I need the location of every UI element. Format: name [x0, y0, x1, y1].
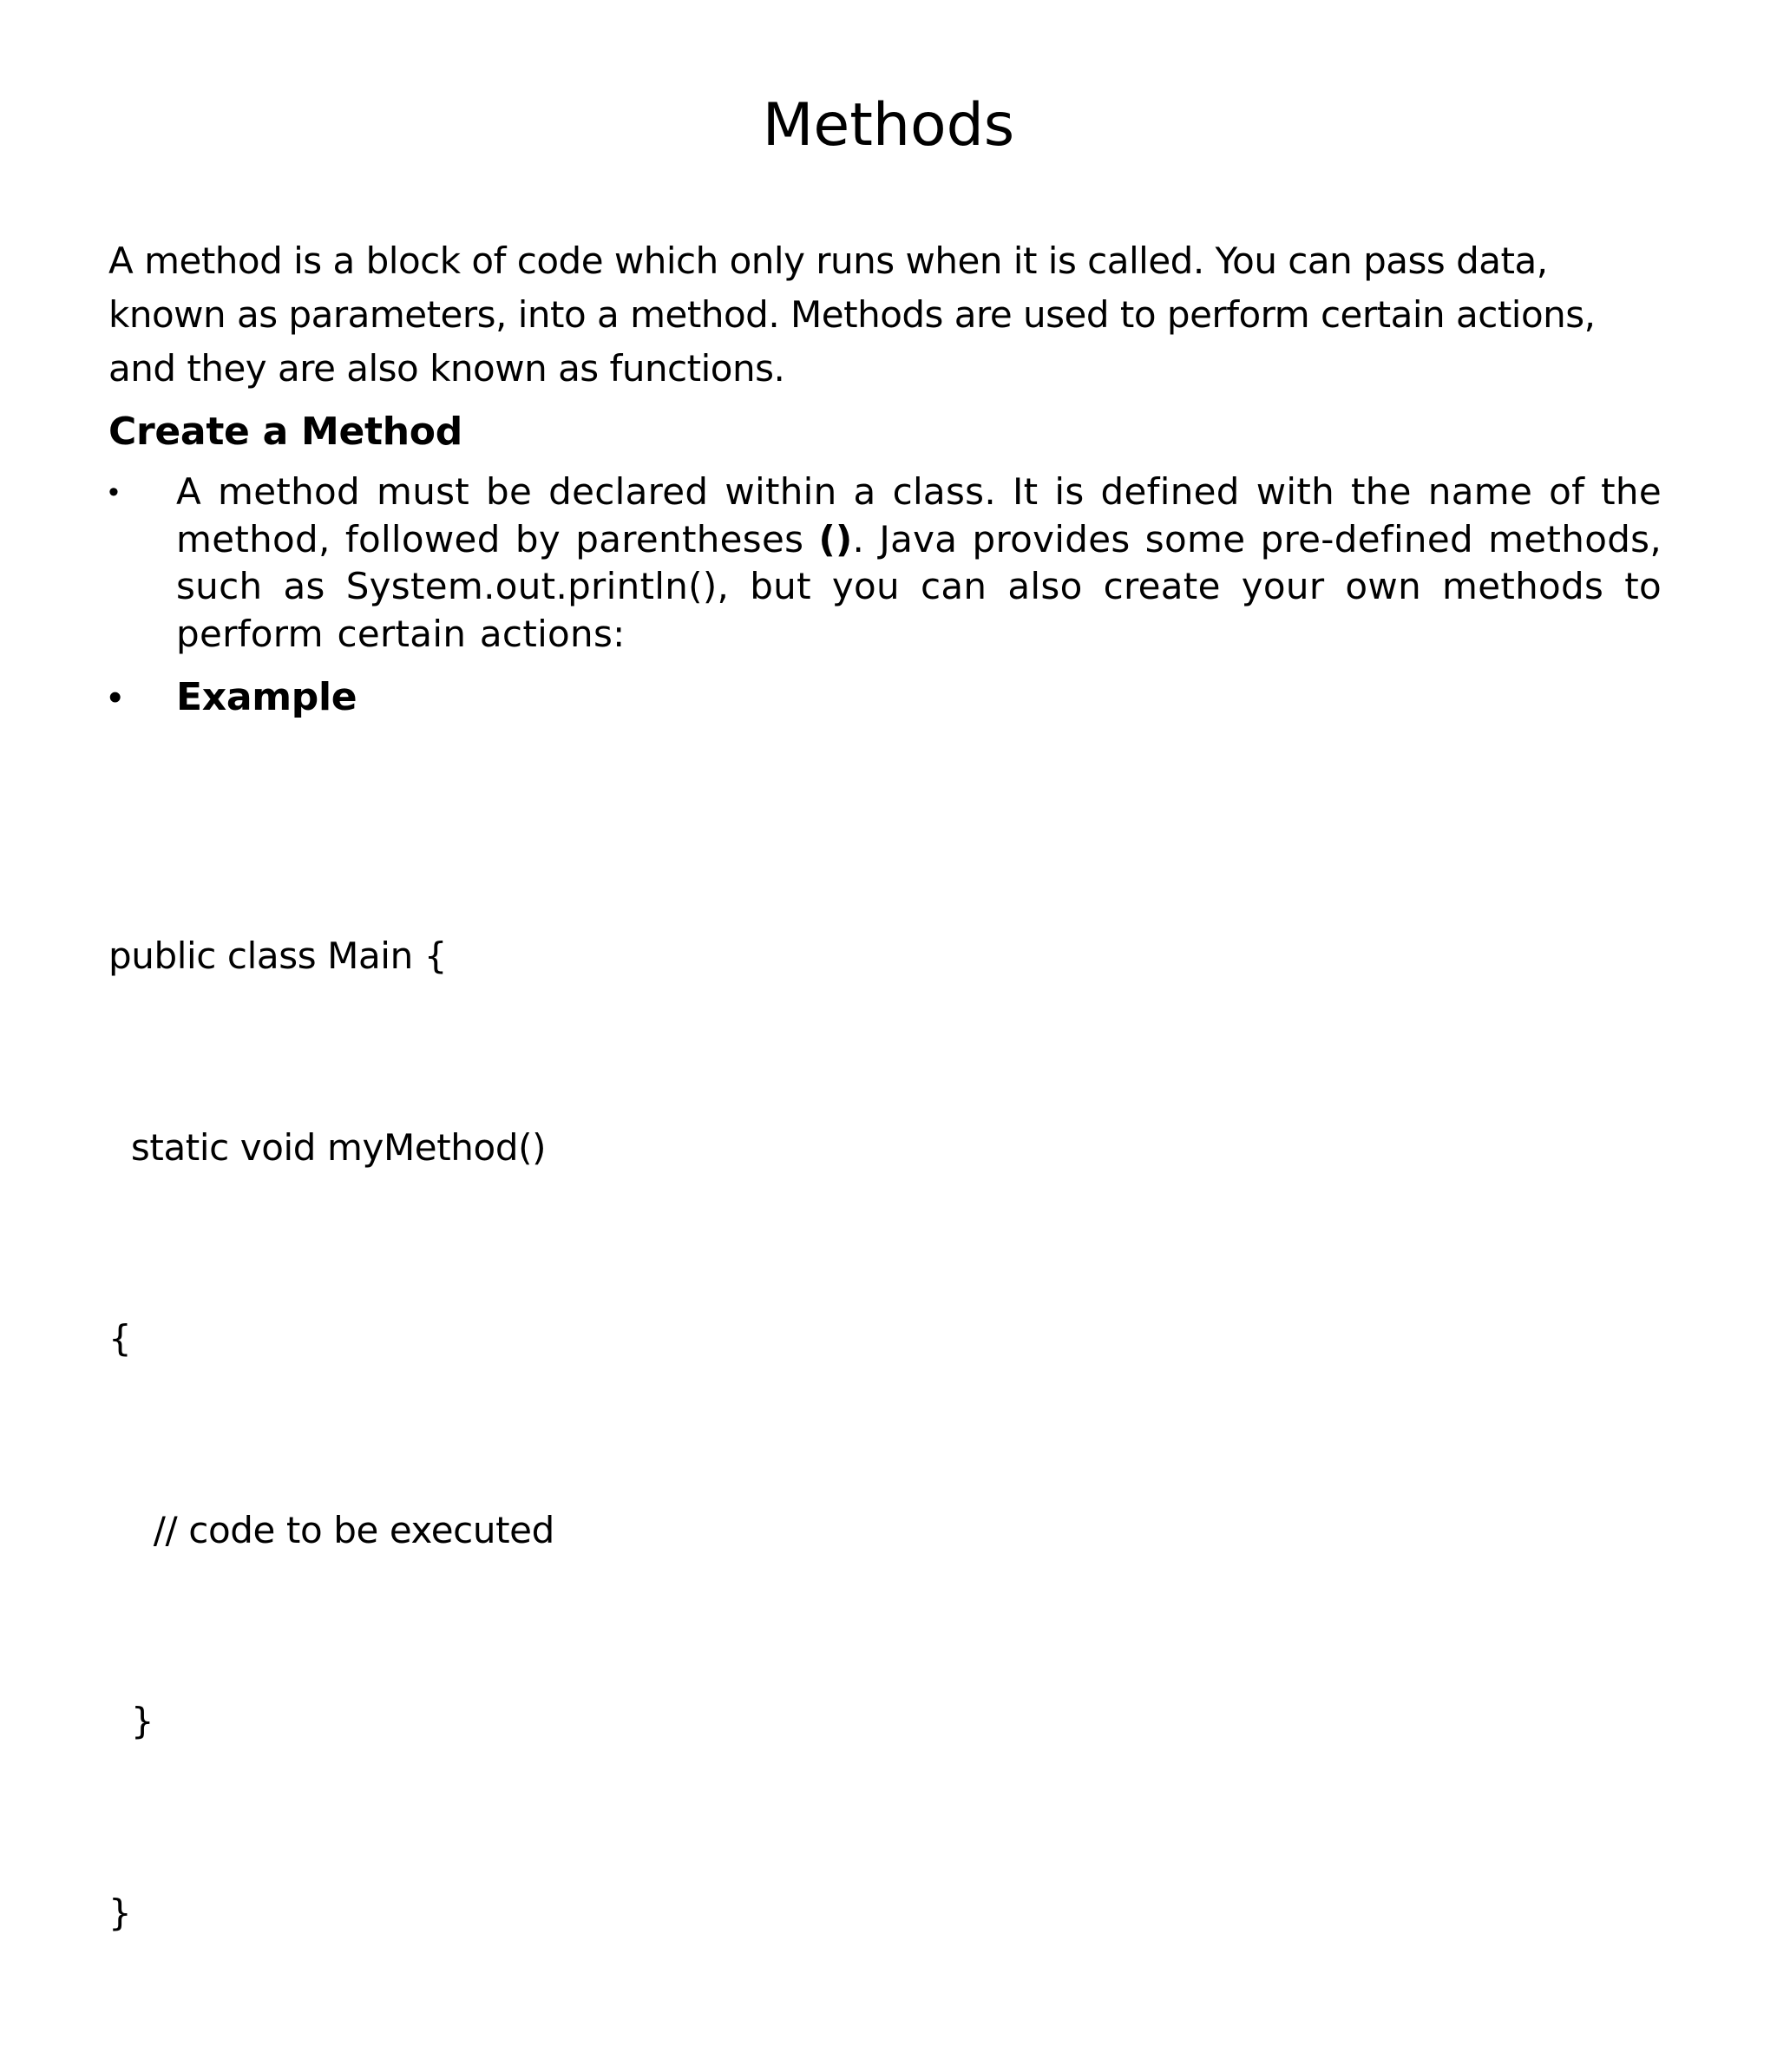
bullet-icon: • — [108, 676, 122, 718]
code-line: // code to be executed — [108, 1508, 554, 1551]
section-heading: Create a Method — [108, 410, 462, 454]
slide-title: Methods — [762, 91, 1015, 160]
parentheses-emphasis: () — [818, 517, 853, 561]
bullet-text — [176, 469, 1662, 658]
bullet-text-part: A method must be declared within a class. It is defined with the name of the method, followed by parentheses — [176, 470, 1662, 561]
intro-line: and they are also known as functions. — [108, 347, 785, 390]
list-item-example — [108, 672, 1662, 724]
bullet-list — [108, 469, 1662, 724]
intro-line: A method is a block of code which only runs when it is called. You can pass data, — [108, 239, 1548, 282]
code-line: static void myMethod() — [108, 1125, 547, 1169]
example-label: Example — [176, 675, 357, 719]
code-block — [108, 797, 554, 2072]
intro-paragraph — [108, 234, 1670, 396]
list-item — [108, 469, 1662, 658]
intro-line: known as parameters, into a method. Methods are used to perform certain actions, — [108, 293, 1596, 336]
code-line: public class Main { — [108, 934, 448, 977]
bullet-text-part: . Java provides some pre-defined methods, such as System.out.println(), but you can also create your own methods to perform certain actions: — [176, 517, 1662, 655]
bullet-icon: • — [108, 475, 119, 508]
code-line: } — [108, 1700, 154, 1742]
code-line: } — [108, 1891, 132, 1934]
code-line: { — [108, 1317, 132, 1360]
